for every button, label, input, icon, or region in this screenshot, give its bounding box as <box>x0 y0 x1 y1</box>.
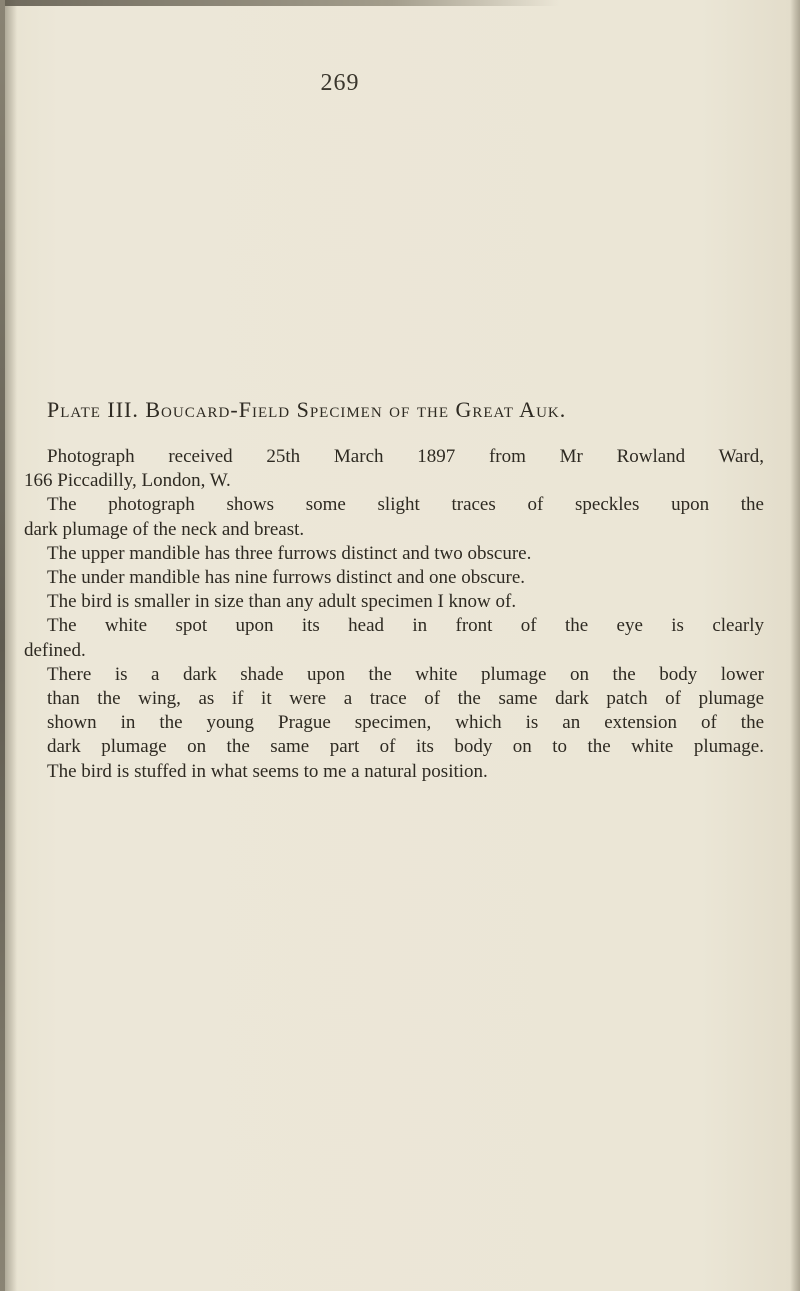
text-line: The upper mandible has three furrows distinct and two obscure. <box>47 542 532 564</box>
text-line: shown in the young Prague specimen, which is an extension of the <box>47 712 764 734</box>
text-line: than the wing, as if it were a trace of the same dark patch of plumage <box>47 688 764 710</box>
text-line: The white spot upon its head in front of the eye is clearly <box>47 615 764 637</box>
page-top-edge <box>0 0 560 6</box>
page-right-shadow <box>790 0 800 1291</box>
text-line: The photograph shows some slight traces of speckles upon the <box>47 494 764 516</box>
text-line: The bird is smaller in size than any adult specimen I know of. <box>47 591 517 613</box>
text-line: Photograph received 25th March 1897 from Mr Rowland Ward, <box>47 446 764 467</box>
binding-shadow <box>5 0 17 1291</box>
text-line: defined. <box>24 639 86 661</box>
text-line: There is a dark shade upon the white plumage on the body lower <box>47 663 764 685</box>
body-text <box>24 445 764 784</box>
page-number: 269 <box>320 70 360 96</box>
text-line: The bird is stuffed in what seems to me a natural position. <box>47 760 488 782</box>
plate-title: Plate III. Boucard-Field Specimen of the Great Auk. <box>47 397 567 422</box>
text-line: The under mandible has nine furrows distinct and one obscure. <box>47 567 526 589</box>
text-line: 166 Piccadilly, London, W. <box>24 470 231 492</box>
text-line: dark plumage of the neck and breast. <box>24 518 305 540</box>
text-line: dark plumage on the same part of its body on to the white plumage. <box>47 736 764 758</box>
